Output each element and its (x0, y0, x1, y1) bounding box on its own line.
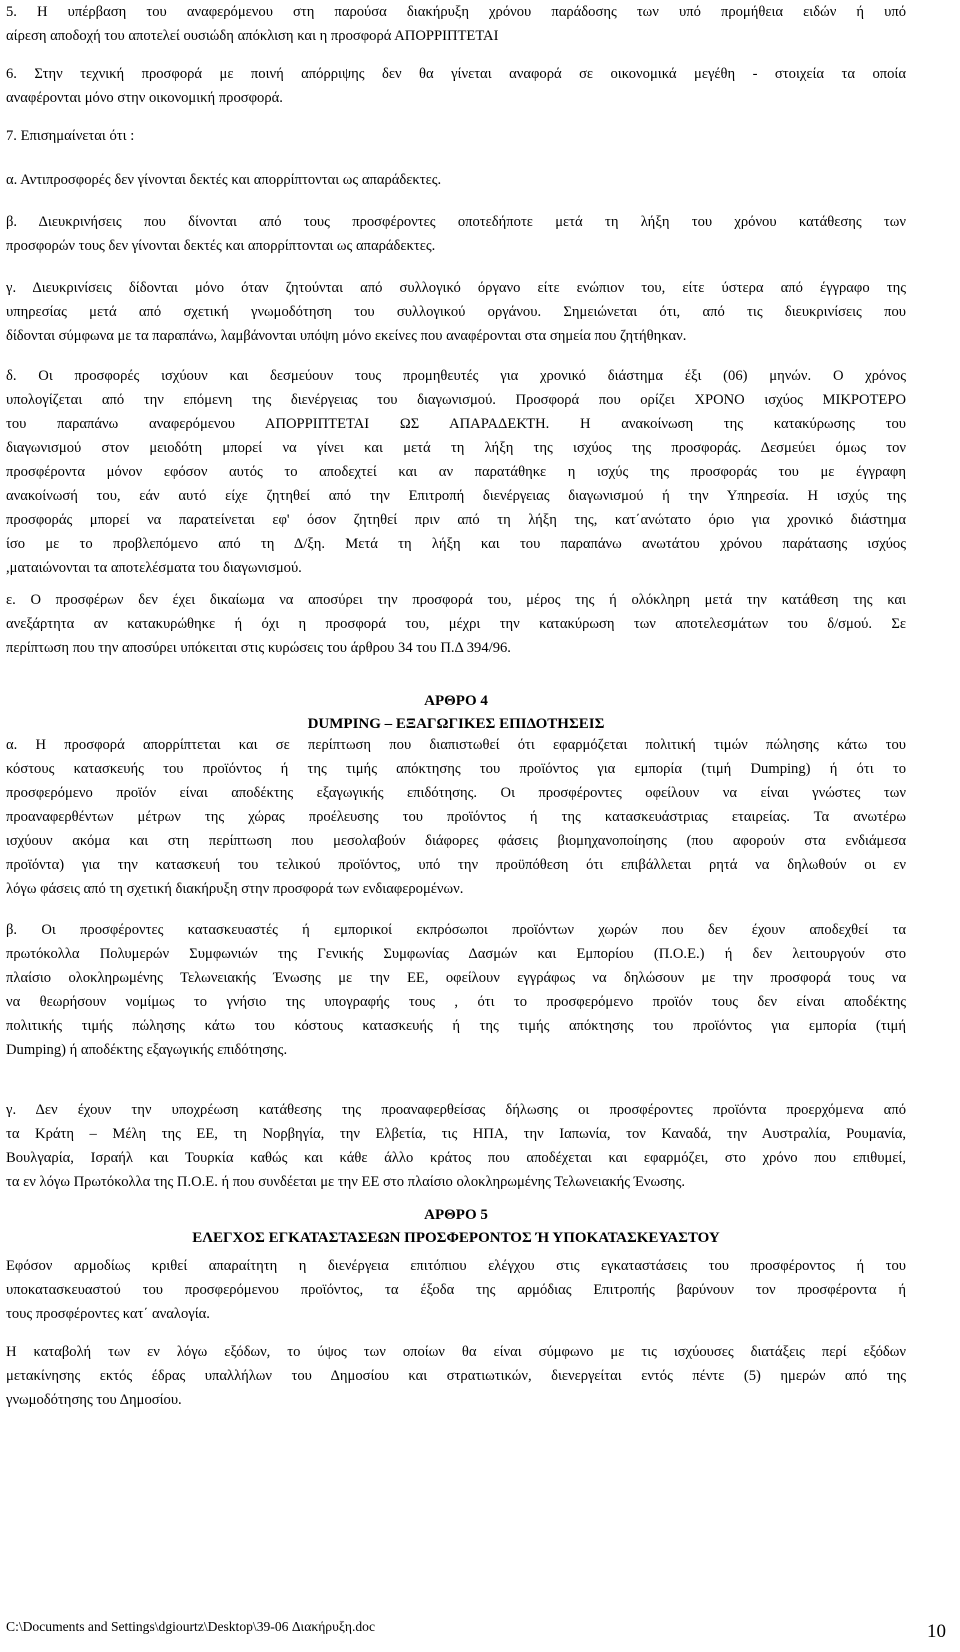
text-line: τα Κράτη – Μέλη της ΕΕ, τη Νορβηγία, την Ελβετία, τις ΗΠΑ, την Ιαπωνία, τον Καναδά, την Αυστραλία, Ρουμανία, (6, 1126, 906, 1142)
article-4-number: ΑΡΘΡΟ 4 (424, 693, 488, 709)
text-line: τα εν λόγω Πρωτόκολλα της Π.Ο.Ε. ή που συνδέεται με την ΕΕ στο πλαίσιο ολοκληρωμένης Τελωνειακής Ένωσης. (6, 1174, 685, 1190)
text-line: α. Αντιπροσφορές δεν γίνονται δεκτές και απορρίπτονται ως απαράδεκτες. (6, 172, 442, 188)
text-line: λόγω φάσεις από τη σχετική διακήρυξη στην προσφορά των ενδιαφερομένων. (6, 881, 464, 897)
paragraph-7a (6, 168, 906, 192)
article-4-title: DUMPING – ΕΞΑΓΩΓΙΚΕΣ ΕΠΙΔΟΤΗΣΕΙΣ (307, 716, 605, 732)
text-line: προσφέροντα μόνον εφόσον αυτός το αποδεχτεί και αν παρατάθηκε η ισχύς της προσφοράς του με έγγραφη (6, 464, 906, 480)
page-number: 10 (927, 1621, 946, 1642)
text-line: β. Διευκρινήσεις που δίνονται από τους προσφέροντες οποτεδήποτε μετά τη λήξη του χρόνου κατάθεσης των (6, 214, 906, 230)
footer-file-path: C:\Documents and Settings\dgiourtz\Desktop\39-06 Διακήρυξη.doc (6, 1619, 376, 1634)
text-line: Εφόσον αρμοδίως κριθεί απαραίτητη η διενέργεια επιτόπιου ελέγχου στις εγκαταστάσεις του προσφέροντος ή του (6, 1258, 906, 1274)
text-line: ισχύουν ακόμα και στη περίπτωση που μεσολαβούν διάφορες φάσεις βιομηχανοποίησης (που αφορούν στα ενδιάμεσα (6, 833, 906, 849)
text-line: αίρεση αποδοχή του αποτελεί ουσιώδη απόκλιση και η προσφορά ΑΠΟΡΡΙΠΤΕΤΑΙ (6, 28, 499, 44)
text-line: προσφερόμενο προϊόν είναι αποδέκτης εξαγωγικής επιδότησης. Οι προσφέροντες οφείλουν να είναι γνώστες των (6, 785, 906, 801)
paragraph-7e (6, 588, 906, 660)
text-line: γ. Διευκρινίσεις δίδονται μόνο όταν ζητούνται από συλλογικό όργανο είτε ενώπιον του, είτε ύστερα από έγγραφο της (6, 280, 906, 296)
paragraph-7c (6, 276, 906, 348)
text-line: του παραπάνω αναφερόμενου ΑΠΟΡΡΙΠΤΕΤΑΙ ΩΣ ΑΠΑΡΑΔΕΚΤΗ. Η ανακοίνωση της κατακύρωσης του (6, 416, 906, 432)
text-line: ανακοίνωσή του, εάν αυτό είχε ζητηθεί από την Επιτροπή διενέργειας διαγωνισμού ή την Υπηρεσία. Η ισχύς της (6, 488, 906, 504)
text-line: Βουλγαρία, Ισραήλ και Τουρκία καθώς και κάθε άλλο κράτος που αποδέχεται και εφαρμόζει, στο χρόνο που επιθυμεί, (6, 1150, 906, 1166)
text-line: δίδονται σύμφωνα με τα παραπάνω, λαμβάνονται υπόψη μόνο εκείνες που αναφέρονται στα σημεία που ζητήθηκαν. (6, 328, 687, 344)
text-line: κόστους κατασκευής του προϊόντος ή της τιμής απόκτησης του προϊόντος για εμπορία (τιμή Dumping) ή ότι το (6, 761, 906, 777)
text-line: να θεωρήσουν νομίμως το γνήσιο της υπογραφής τους , ότι το προσφερόμενο προϊόν τους δεν είναι αποδέκτης (6, 994, 906, 1010)
text-line: ανεξάρτητα αν κατακυρώθηκε ή όχι η προσφορά του, μέχρι την κατακύρωση των αποτελεσμάτων του δ/σμού. Σε (6, 616, 906, 632)
text-line: μετακίνησης εκτός έδρας υπαλλήλων του Δημοσίου και στρατιωτικών, διενεργείται εντός πέντε (5) ημερών από της (6, 1368, 906, 1384)
text-line: πλαίσιο ολοκληρωμένης Τελωνειακής Ένωσης με την ΕΕ, οφείλουν εγγράφως να δηλώσουν με την προσφορά τους να (6, 970, 906, 986)
text-line: γνωμοδότησης του Δημοσίου. (6, 1392, 182, 1408)
article-4-paragraph-c (6, 1098, 906, 1194)
text-line: 7. Επισημαίνεται ότι : (6, 128, 135, 144)
text-line: περίπτωση που την αποσύρει υπόκειται στις κυρώσεις του άρθρου 34 του Π.Δ 394/96. (6, 640, 511, 656)
text-line: δ. Οι προσφορές ισχύουν και δεσμεύουν τους προμηθευτές για χρονικό διάστημα έξι (06) μηνών. Ο χρόνος (6, 368, 906, 384)
paragraph-7d (6, 364, 906, 580)
text-line: τους προσφέροντες κατ΄ αναλογία. (6, 1306, 210, 1322)
text-line: 5. Η υπέρβαση του αναφερόμενου στη παρούσα διακήρυξη χρόνου παράδοσης των υπό προμήθεια ειδών ή υπό (6, 4, 906, 20)
text-line: Η καταβολή των εν λόγω εξόδων, το ύψος των οποίων θα είναι σύμφωνο με τις ισχύουσες διατάξεις περί εξόδων (6, 1344, 906, 1360)
text-line: πολιτικής τιμής πώλησης κάτω του κόστους κατασκευής ή της τιμής απόκτησης του προϊόντος για εμπορία (τιμή (6, 1018, 906, 1034)
text-line: υποκατασκευαστού του προσφερόμενου προϊόντος, τα έξοδα της αρμόδιας Επιτροπής βαρύνουν τον προσφέροντα ή (6, 1282, 906, 1298)
text-line: πρωτόκολλα Πολυμερών Συμφωνιών της Γενικής Συμφωνίας Δασμών και Εμπορίου (Π.Ο.Ε.) ή δεν λειτουργούν στο (6, 946, 906, 962)
text-line: α. Η προσφορά απορρίπτεται και σε περίπτωση που διαπιστωθεί ότι εφαρμόζεται πολιτική τιμών πώλησης κάτω του (6, 737, 906, 753)
article-5-title: ΕΛΕΓΧΟΣ ΕΓΚΑΤΑΣΤΑΣΕΩΝ ΠΡΟΣΦΕΡΟΝΤΟΣ Ή ΥΠΟΚΑΤΑΣΚΕΥΑΣΤΟΥ (192, 1230, 720, 1246)
article-4-paragraph-a (6, 733, 906, 901)
text-line: γ. Δεν έχουν την υποχρέωση κατάθεσης της προαναφερθείσας δήλωσης οι προσφέροντες προϊόντα προερχόμενα από (6, 1102, 906, 1118)
article-5-number: ΑΡΘΡΟ 5 (424, 1207, 488, 1223)
text-line: ,ματαιώνονται τα αποτελέσματα του διαγωνισμού. (6, 560, 302, 576)
paragraph-7b (6, 210, 906, 258)
text-line: υπολογίζεται από την επόμενη της διενέργειας του διαγωνισμού. Προσφορά που ορίζει ΧΡΟΝΟ ισχύος ΜΙΚΡΟΤΕΡΟ (6, 392, 906, 408)
article-5-paragraph-1 (6, 1254, 906, 1326)
text-line: β. Οι προσφέροντες κατασκευαστές ή εμπορικοί εκπρόσωποι προϊόντων χωρών που δεν έχουν αποδεχθεί τα (6, 922, 906, 938)
paragraph-7 (6, 124, 906, 148)
article-4-paragraph-b (6, 918, 906, 1062)
text-line: ε. Ο προσφέρων δεν έχει δικαίωμα να αποσύρει την προσφορά του, μέρος της ή ολόκληρη μετά την κατάθεση της και (6, 592, 906, 608)
text-line: προσφοράς μπορεί να παρατείνεται εφ' όσον ζητηθεί πριν από τη λήξη της, κατ΄ανώτατο όριο για χρονικό διάστημα (6, 512, 906, 528)
article-5-paragraph-2 (6, 1340, 906, 1412)
text-line: αναφέρονται μόνο στην οικονομική προσφορά. (6, 90, 283, 106)
paragraph-6 (6, 62, 906, 110)
text-line: προϊόντα) για την κατασκευή του τελικού προϊόντος, υπό την προϋπόθεση ότι επιβάλλεται ρητά να δηλωθούν οι εν (6, 857, 906, 873)
text-line: διαγωνισμού στον μειοδότη μπορεί να γίνει και μετά τη λήξη της ισχύος της προσφοράς. Δεσμεύει όμως τον (6, 440, 906, 456)
text-line: υπηρεσίας μετά από σχετική γνωμοδότηση του συλλογικού οργάνου. Σημειώνεται ότι, από τις διευκρινίσεις που (6, 304, 906, 320)
text-line: 6. Στην τεχνική προσφορά με ποινή απόρριψης δεν θα γίνεται αναφορά σε οικονομικά μεγέθη - στοιχεία τα οποία (6, 66, 906, 82)
text-line: προαναφερθέντων μέτρων της χώρας προέλευσης του προϊόντος ή της κατασκευάστριας εταιρείας. Τα ανωτέρω (6, 809, 906, 825)
paragraph-5 (6, 0, 906, 48)
text-line: ίσο με το προβλεπόμενο από τη Δ/ξη. Μετά τη λήξη και του παραπάνω ανωτάτου χρόνου παράτασης ισχύος (6, 536, 906, 552)
text-line: Dumping) ή αποδέκτης εξαγωγικής επιδότησης. (6, 1042, 288, 1058)
text-line: προσφορών τους δεν γίνονται δεκτές και απορρίπτονται ως απαράδεκτες. (6, 238, 436, 254)
